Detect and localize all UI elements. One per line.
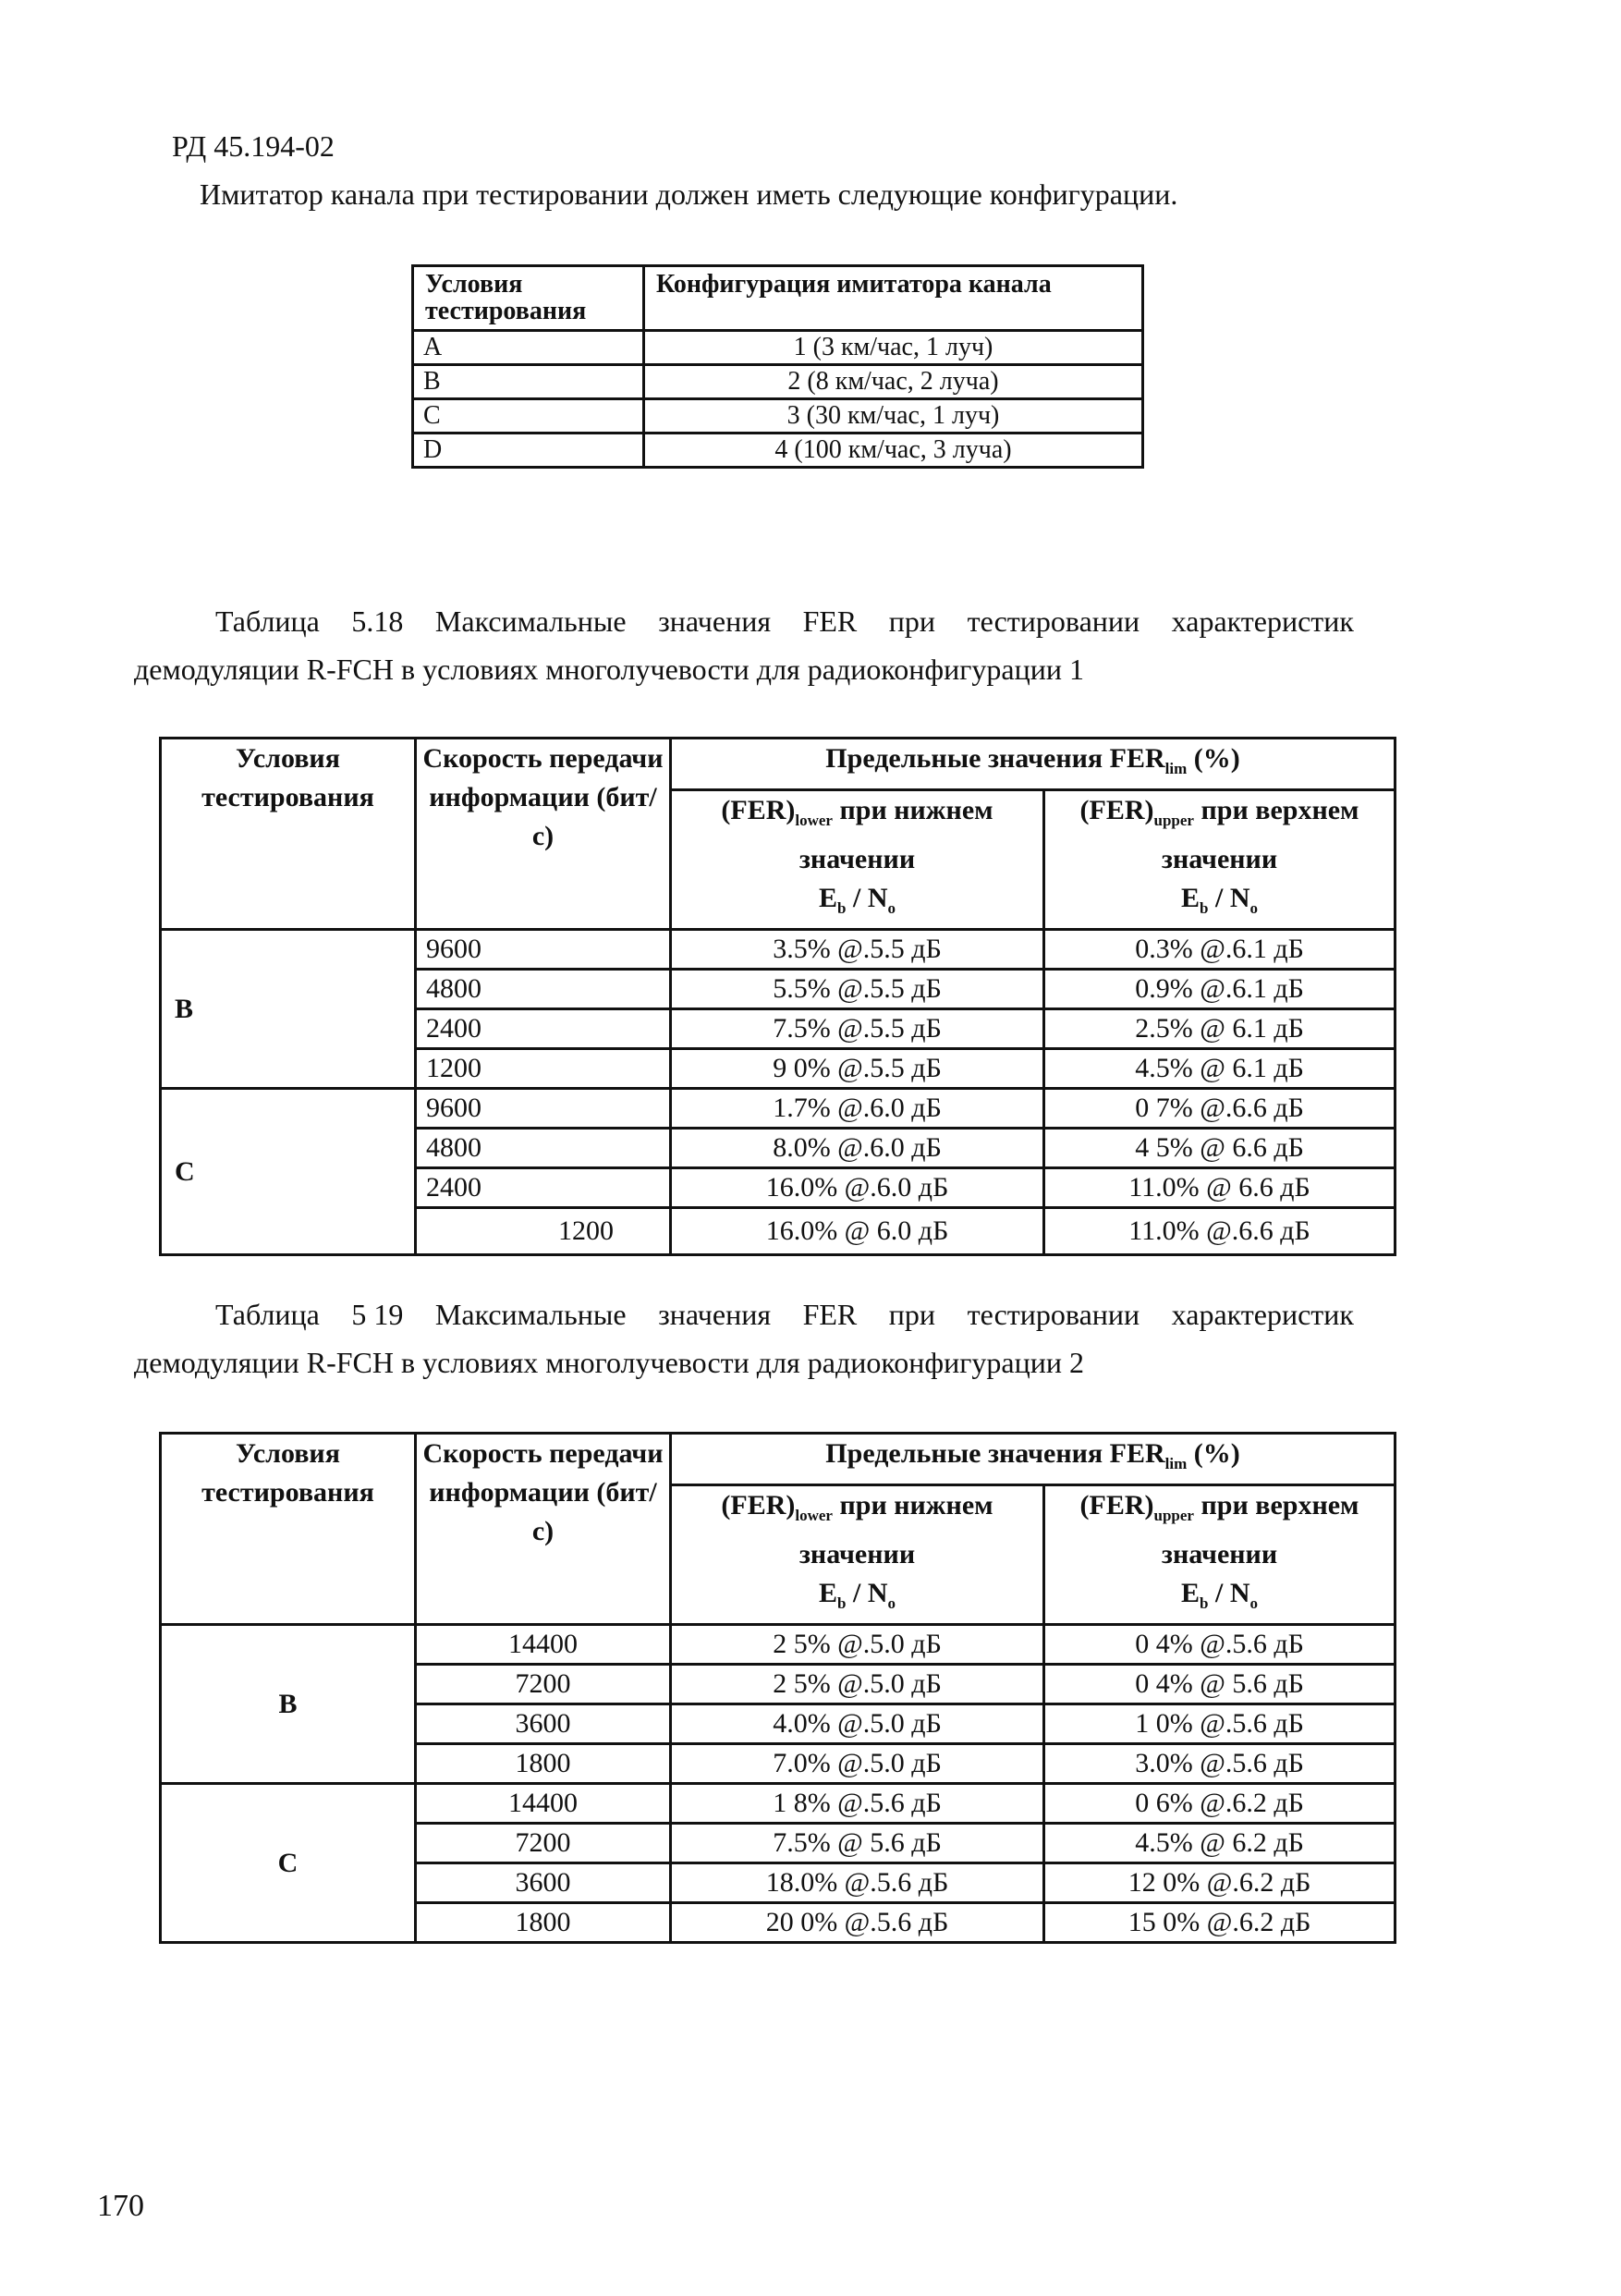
table-row <box>413 398 1143 433</box>
caption-word: значения <box>658 1298 772 1331</box>
upper-value-cell: 0 7% @.6.6 дБ <box>1044 1089 1396 1129</box>
table-row <box>413 364 1143 398</box>
caption-word: характеристик <box>1171 1298 1354 1331</box>
fer-table-519 <box>159 1432 1396 1944</box>
caption-word: тестировании <box>967 1298 1140 1331</box>
caption-word: FER <box>802 605 858 638</box>
lower-value-cell: 2 5% @.5.0 дБ <box>671 1625 1044 1665</box>
header-text: / N <box>1208 1578 1250 1608</box>
caption-word: Максимальные <box>434 605 627 638</box>
header-text: / N <box>1208 883 1250 913</box>
column-header-limits <box>671 739 1396 790</box>
header-subscript: lim <box>1164 760 1188 777</box>
upper-value-cell: 0 4% @ 5.6 дБ <box>1044 1665 1396 1704</box>
header-subscript: upper <box>1153 812 1194 829</box>
condition-cell: B <box>161 1625 416 1784</box>
rate-cell: 1800 <box>416 1744 671 1784</box>
upper-value-cell: 0.3% @.6.1 дБ <box>1044 930 1396 970</box>
caption-word: Максимальные <box>434 1298 627 1331</box>
table-row <box>161 1089 1396 1129</box>
rate-cell: 3600 <box>416 1704 671 1744</box>
table-519-caption <box>134 1290 1354 1386</box>
header-text: Предельные значения FER <box>825 743 1165 774</box>
rate-cell: 1800 <box>416 1903 671 1943</box>
table-cell: 3 (30 км/час, 1 луч) <box>644 398 1143 433</box>
document-code: РД 45.194-02 <box>172 129 335 163</box>
caption-word: значения <box>658 605 772 638</box>
header-subscript: o <box>887 899 896 917</box>
caption-line <box>134 597 1354 645</box>
rate-cell: 7200 <box>416 1665 671 1704</box>
header-subscript: b <box>837 899 847 917</box>
table-518-caption <box>134 597 1354 693</box>
rate-cell: 9600 <box>416 930 671 970</box>
table-header-row <box>161 1434 1396 1485</box>
upper-value-cell: 12 0% @.6.2 дБ <box>1044 1863 1396 1903</box>
rate-cell: 14400 <box>416 1625 671 1665</box>
header-subscript: b <box>1200 1594 1209 1612</box>
upper-value-cell: 0 6% @.6.2 дБ <box>1044 1784 1396 1824</box>
rate-cell: 7200 <box>416 1824 671 1863</box>
lower-value-cell: 2 5% @.5.0 дБ <box>671 1665 1044 1704</box>
rate-cell: 2400 <box>416 1168 671 1208</box>
header-text: (%) <box>1187 743 1240 774</box>
header-text: (%) <box>1187 1438 1240 1469</box>
column-header-rate: Скорость передачи информации (бит/с) <box>416 1434 671 1625</box>
column-header-rate: Скорость передачи информации (бит/с) <box>416 739 671 930</box>
caption-word: Таблица <box>215 605 320 638</box>
column-header: Условия тестирования <box>413 266 644 331</box>
upper-value-cell: 4 5% @ 6.6 дБ <box>1044 1129 1396 1168</box>
lower-value-cell: 7.5% @ 5.6 дБ <box>671 1824 1044 1863</box>
lower-value-cell: 7.0% @.5.0 дБ <box>671 1744 1044 1784</box>
header-subscript: lower <box>795 812 833 829</box>
condition-cell: C <box>161 1089 416 1255</box>
header-text: / N <box>846 1578 888 1608</box>
header-text: (FER) <box>721 795 796 825</box>
rate-cell: 1200 <box>416 1049 671 1089</box>
header-text: (FER) <box>721 1490 796 1520</box>
rate-cell: 4800 <box>416 1129 671 1168</box>
header-text: (FER) <box>1079 1490 1154 1520</box>
caption-line: демодуляции R-FCH в условиях многолучевости для радиоконфигурации 1 <box>134 653 1084 686</box>
lower-value-cell: 1 8% @.5.6 дБ <box>671 1784 1044 1824</box>
column-header-upper <box>1044 1485 1396 1625</box>
header-subscript: lim <box>1164 1455 1188 1472</box>
header-text: при верхнем значении <box>1161 1490 1359 1569</box>
caption-word: 5.18 <box>351 605 404 638</box>
upper-value-cell: 0.9% @.6.1 дБ <box>1044 970 1396 1009</box>
upper-value-cell: 4.5% @ 6.1 дБ <box>1044 1049 1396 1089</box>
column-header-condition: Условия тестирования <box>161 739 416 930</box>
header-subscript: o <box>1249 1594 1258 1612</box>
header-subscript: upper <box>1153 1507 1194 1524</box>
header-subscript: b <box>1200 899 1209 917</box>
condition-cell: C <box>161 1784 416 1943</box>
column-header: Конфигурация имитатора канала <box>644 266 1143 331</box>
simulator-config-table <box>411 264 1144 469</box>
column-header-lower <box>671 790 1044 930</box>
caption-word: тестировании <box>967 605 1140 638</box>
upper-value-cell: 3.0% @.5.6 дБ <box>1044 1744 1396 1784</box>
lower-value-cell: 4.0% @.5.0 дБ <box>671 1704 1044 1744</box>
rate-cell: 4800 <box>416 970 671 1009</box>
caption-word: характеристик <box>1171 605 1354 638</box>
header-text: E <box>1181 1578 1201 1608</box>
fer-table-518 <box>159 737 1396 1256</box>
rate-cell: 2400 <box>416 1009 671 1049</box>
table-cell: 2 (8 км/час, 2 луча) <box>644 364 1143 398</box>
caption-word: 5 19 <box>351 1298 404 1331</box>
table-row <box>413 433 1143 467</box>
lower-value-cell: 3.5% @.5.5 дБ <box>671 930 1044 970</box>
table-cell: D <box>413 433 644 467</box>
lower-value-cell: 16.0% @ 6.0 дБ <box>671 1208 1044 1255</box>
table-cell: C <box>413 398 644 433</box>
table-header-row <box>161 739 1396 790</box>
lower-value-cell: 9 0% @.5.5 дБ <box>671 1049 1044 1089</box>
rate-cell: 14400 <box>416 1784 671 1824</box>
lower-value-cell: 16.0% @.6.0 дБ <box>671 1168 1044 1208</box>
header-text: при верхнем значении <box>1161 795 1359 874</box>
upper-value-cell: 0 4% @.5.6 дБ <box>1044 1625 1396 1665</box>
table-row <box>413 330 1143 364</box>
header-text: при нижнем значении <box>798 1490 993 1569</box>
header-text: E <box>819 883 838 913</box>
table-cell: 1 (3 км/час, 1 луч) <box>644 330 1143 364</box>
caption-word: при <box>888 1298 936 1331</box>
lower-value-cell: 20 0% @.5.6 дБ <box>671 1903 1044 1943</box>
column-header-lower <box>671 1485 1044 1625</box>
lower-value-cell: 1.7% @.6.0 дБ <box>671 1089 1044 1129</box>
upper-value-cell: 11.0% @ 6.6 дБ <box>1044 1168 1396 1208</box>
caption-word: при <box>888 605 936 638</box>
rate-cell: 1200 <box>416 1208 671 1255</box>
table-cell: A <box>413 330 644 364</box>
column-header-limits <box>671 1434 1396 1485</box>
caption-word: FER <box>802 1298 858 1331</box>
lower-value-cell: 5.5% @.5.5 дБ <box>671 970 1044 1009</box>
intro-text: Имитатор канала при тестировании должен иметь следующие конфигурации. <box>200 177 1178 211</box>
header-text: E <box>1181 883 1201 913</box>
caption-line <box>134 1290 1354 1338</box>
table-row <box>161 930 1396 970</box>
header-text: (FER) <box>1079 795 1154 825</box>
upper-value-cell: 15 0% @.6.2 дБ <box>1044 1903 1396 1943</box>
caption-word: Таблица <box>215 1298 320 1331</box>
upper-value-cell: 11.0% @.6.6 дБ <box>1044 1208 1396 1255</box>
table-cell: B <box>413 364 644 398</box>
lower-value-cell: 18.0% @.5.6 дБ <box>671 1863 1044 1903</box>
upper-value-cell: 1 0% @.5.6 дБ <box>1044 1704 1396 1744</box>
lower-value-cell: 7.5% @.5.5 дБ <box>671 1009 1044 1049</box>
table-cell: 4 (100 км/час, 3 луча) <box>644 433 1143 467</box>
header-text: / N <box>846 883 888 913</box>
caption-line: демодуляции R-FCH в условиях многолучевости для радиоконфигурации 2 <box>134 1346 1084 1379</box>
column-header-upper <box>1044 790 1396 930</box>
upper-value-cell: 2.5% @ 6.1 дБ <box>1044 1009 1396 1049</box>
rate-cell: 9600 <box>416 1089 671 1129</box>
header-text: при нижнем значении <box>798 795 993 874</box>
header-text: Предельные значения FER <box>825 1438 1165 1469</box>
header-text: E <box>819 1578 838 1608</box>
lower-value-cell: 8.0% @.6.0 дБ <box>671 1129 1044 1168</box>
header-subscript: lower <box>795 1507 833 1524</box>
table-row <box>161 1625 1396 1665</box>
table-header-row <box>413 266 1143 331</box>
column-header-condition: Условия тестирования <box>161 1434 416 1625</box>
header-subscript: o <box>887 1594 896 1612</box>
header-subscript: o <box>1249 899 1258 917</box>
upper-value-cell: 4.5% @ 6.2 дБ <box>1044 1824 1396 1863</box>
header-subscript: b <box>837 1594 847 1612</box>
table-row <box>161 1784 1396 1824</box>
condition-cell: B <box>161 930 416 1089</box>
page-number: 170 <box>97 2189 144 2223</box>
rate-cell: 3600 <box>416 1863 671 1903</box>
